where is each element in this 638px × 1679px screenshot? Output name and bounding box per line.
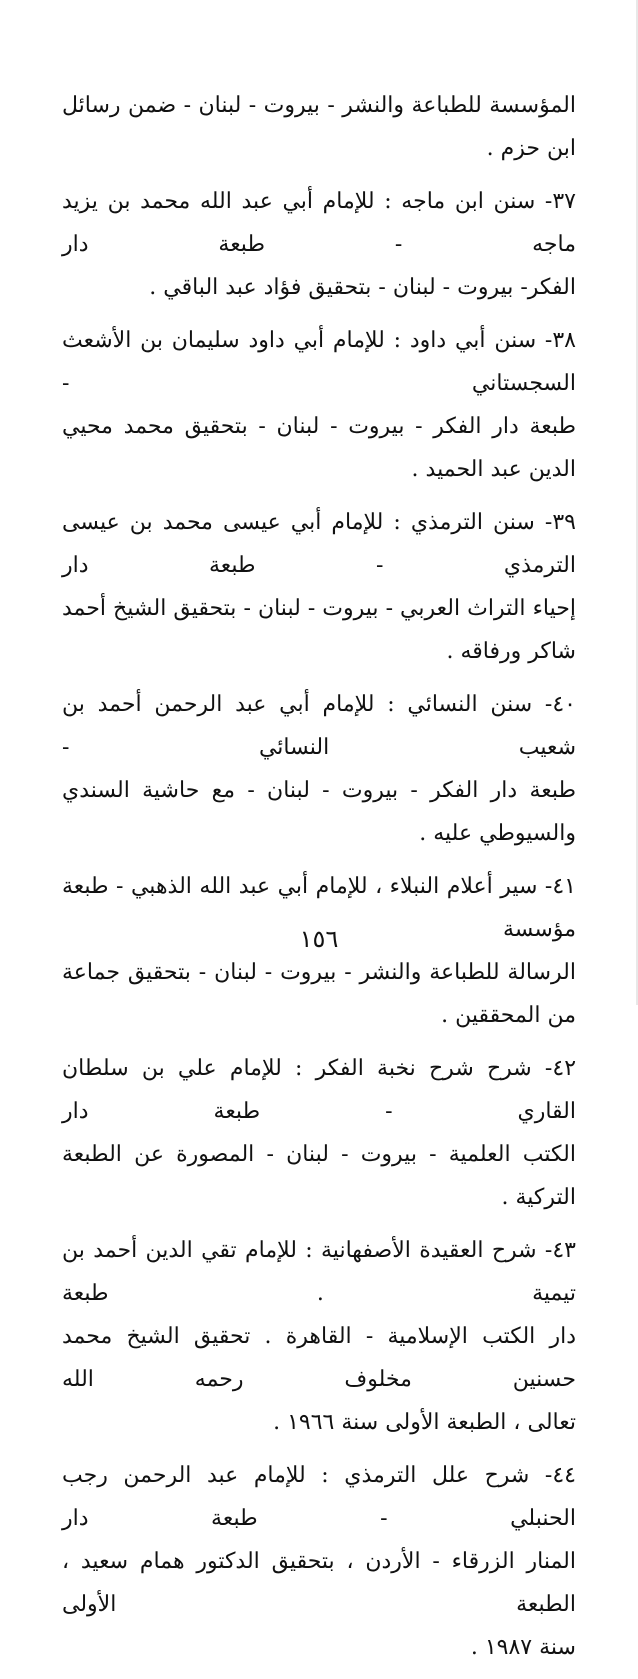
bibliography-entry-43 [62,1229,576,1444]
text-line: دار الكتب الإسلامية - القاهرة . تحقيق الشيخ محمد حسنين مخلوف رحمه الله [62,1324,576,1392]
text-line: ٤٠- سنن النسائي : للإمام أبي عبد الرحمن أحمد بن شعيب النسائي - [62,692,576,760]
page-number: ١٥٦ [299,925,339,953]
text-line: ٣٧- سنن ابن ماجه : للإمام أبي عبد الله محمد بن يزيد ماجه - طبعة دار [62,189,576,257]
text-line: المنار الزرقاء - الأردن ، بتحقيق الدكتور همام سعيد ، الطبعة الأولى [62,1549,576,1617]
text-line: سنة ١٩٨٧ . [470,1635,576,1660]
text-line: ٤١- سير أعلام النبلاء ، للإمام أبي عبد الله الذهبي - طبعة مؤسسة [62,874,576,942]
bibliography-entry-38 [62,319,576,491]
text-line: المؤسسة للطباعة والنشر - بيروت - لبنان - ضمن رسائل ابن حزم . [62,93,576,161]
text-line: ٣٩- سنن الترمذي : للإمام أبي عيسى محمد بن عيسى الترمذي - طبعة دار [62,510,576,578]
text-line: ٣٨- سنن أبي داود : للإمام أبي داود سليمان بن الأشعث السجستاني - [62,328,576,396]
intro-line [62,84,576,170]
text-line: طبعة دار الفكر - بيروت - لبنان - مع حاشية السندي والسيوطي عليه . [62,778,576,846]
text-line: ٤٤- شرح علل الترمذي : للإمام عبد الرحمن رجب الحنبلي - طبعة دار [62,1463,576,1531]
bibliography-entry-44 [62,1454,576,1669]
text-line: إحياء التراث العربي - بيروت - لبنان - بتحقيق الشيخ أحمد شاكر ورفاقه . [62,596,576,664]
text-line: ٤٢- شرح شرح نخبة الفكر : للإمام علي بن سلطان القاري - طبعة دار [62,1056,577,1124]
text-line: تعالى ، الطبعة الأولى سنة ١٩٦٦ . [273,1410,576,1435]
text-line: الفكر- بيروت - لبنان - بتحقيق فؤاد عبد الباقي . [149,275,576,300]
text-line: ٤٣- شرح العقيدة الأصفهانية : للإمام تقي الدين أحمد بن تيمية . طبعة [62,1238,576,1306]
bibliography-entry-37 [62,180,576,309]
bibliography-entry-39 [62,501,576,673]
bibliography-entry-40 [62,683,576,855]
text-line: الرسالة للطباعة والنشر - بيروت - لبنان - بتحقيق جماعة من المحققين . [62,960,576,1028]
bibliography-text [62,84,576,1679]
bibliography-entry-42 [62,1047,576,1219]
text-line: الكتب العلمية - بيروت - لبنان - المصورة عن الطبعة التركية . [62,1142,576,1210]
text-line: طبعة دار الفكر - بيروت - لبنان - بتحقيق محمد محيي الدين عبد الحميد . [62,414,576,482]
